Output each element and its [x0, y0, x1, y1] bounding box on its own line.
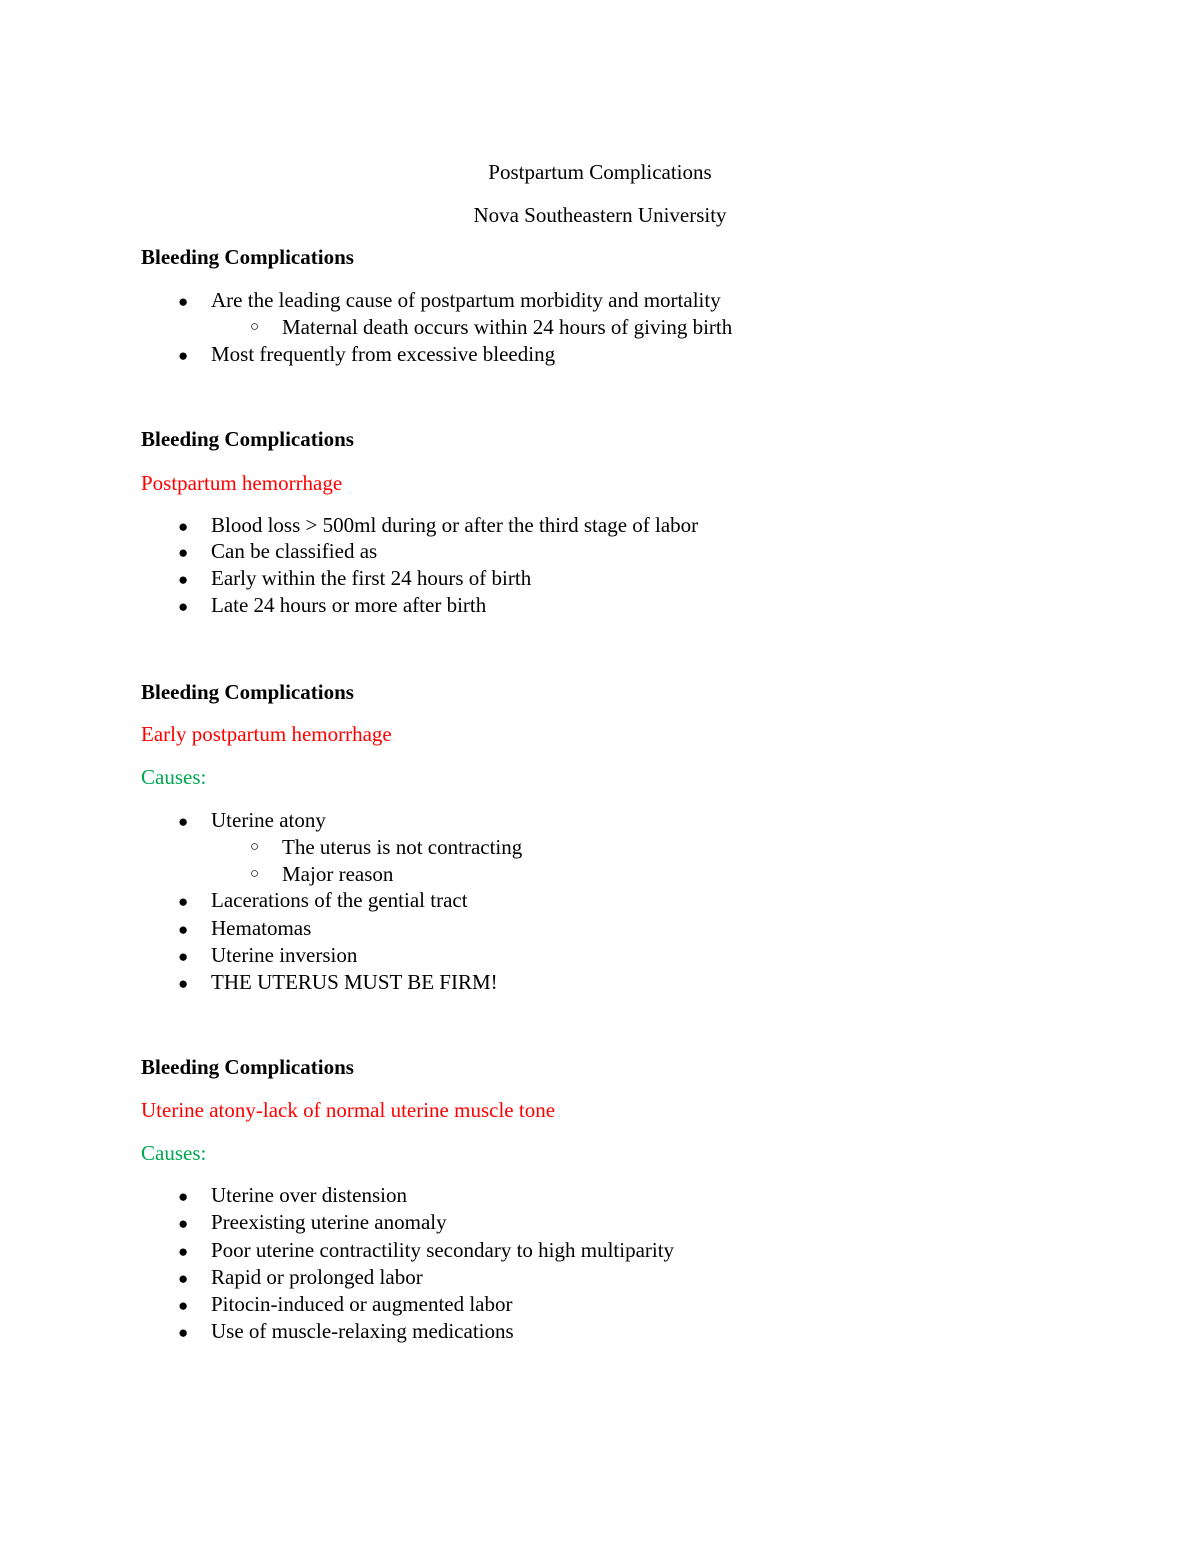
bullet-icon: ● — [178, 920, 189, 939]
list-item: Pitocin-induced or augmented labor — [211, 1292, 513, 1316]
bullet-icon: ● — [178, 517, 189, 536]
bullet-icon: ● — [178, 570, 189, 589]
sub-bullet-icon: ○ — [250, 866, 260, 882]
bullet-icon: ● — [178, 1269, 189, 1288]
list-item: Can be classified as — [211, 539, 378, 563]
sub-bullet-icon: ○ — [250, 839, 260, 855]
section-heading: Bleeding Complications — [141, 1055, 354, 1079]
bullet-icon: ● — [178, 1323, 189, 1342]
sub-list-item: Maternal death occurs within 24 hours of giving birth — [282, 315, 733, 339]
bullet-icon: ● — [178, 1242, 189, 1261]
causes-label: Causes: — [141, 1141, 207, 1165]
sub-bullet-icon: ○ — [250, 319, 260, 335]
document-institution: Nova Southeastern University — [473, 203, 727, 227]
bullet-icon: ● — [178, 812, 189, 831]
section-subtitle: Postpartum hemorrhage — [141, 471, 343, 495]
list-item: Most frequently from excessive bleeding — [211, 342, 556, 366]
list-item: Uterine atony — [211, 808, 326, 832]
section-heading: Bleeding Complications — [141, 245, 354, 269]
bullet-icon: ● — [178, 1296, 189, 1315]
list-item: Use of muscle-relaxing medications — [211, 1319, 514, 1343]
list-item: Blood loss > 500ml during or after the third stage of labor — [211, 513, 699, 537]
list-item: Uterine inversion — [211, 943, 358, 967]
section-subtitle: Uterine atony-lack of normal uterine muscle tone — [141, 1098, 556, 1122]
list-item: Preexisting uterine anomaly — [211, 1210, 447, 1234]
bullet-icon: ● — [178, 892, 189, 911]
bullet-icon: ● — [178, 292, 189, 311]
bullet-icon: ● — [178, 947, 189, 966]
list-item: Poor uterine contractility secondary to high multiparity — [211, 1238, 675, 1262]
list-item: Late 24 hours or more after birth — [211, 593, 487, 617]
bullet-icon: ● — [178, 1187, 189, 1206]
list-item: Lacerations of the gential tract — [211, 888, 468, 912]
section-subtitle: Early postpartum hemorrhage — [141, 722, 392, 746]
section-heading: Bleeding Complications — [141, 427, 354, 451]
list-item: THE UTERUS MUST BE FIRM! — [211, 970, 498, 994]
document-title: Postpartum Complications — [488, 160, 712, 184]
bullet-icon: ● — [178, 597, 189, 616]
sub-list-item: The uterus is not contracting — [282, 835, 523, 859]
section-heading: Bleeding Complications — [141, 680, 354, 704]
list-item: Early within the first 24 hours of birth — [211, 566, 532, 590]
list-item: Are the leading cause of postpartum morbidity and mortality — [211, 288, 721, 312]
bullet-icon: ● — [178, 346, 189, 365]
list-item: Rapid or prolonged labor — [211, 1265, 423, 1289]
bullet-icon: ● — [178, 1214, 189, 1233]
bullet-icon: ● — [178, 543, 189, 562]
causes-label: Causes: — [141, 765, 207, 789]
list-item: Hematomas — [211, 916, 312, 940]
list-item: Uterine over distension — [211, 1183, 407, 1207]
sub-list-item: Major reason — [282, 862, 394, 886]
bullet-icon: ● — [178, 974, 189, 993]
